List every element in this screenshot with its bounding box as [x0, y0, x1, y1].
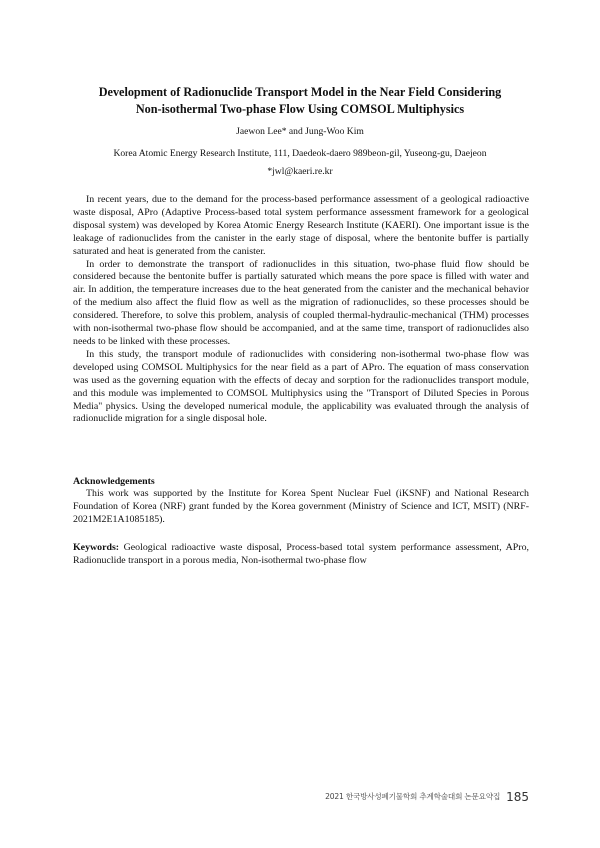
keywords-label: Keywords:: [73, 542, 120, 553]
keywords: [73, 542, 529, 568]
email: *jwl@kaeri.re.kr: [267, 166, 333, 177]
abstract-paragraph-1: In recent years, due to the demand for the process-based performance assessment of a geological radioactive waste disposal, APro (Adaptive Process-based total system performance assessment framework for a geological disposal system) was developed by Korea Atomic Energy Research Institute (KAERI). One important issue is the leakage of radionuclides from the canister in the early stage of disposal, where the bentonite buffer is partially saturated and heat is generated from the canister.: [73, 194, 529, 257]
paper-title: [60, 84, 540, 118]
abstract-paragraph-3: In this study, the transport module of radionuclides with considering non-isothermal two-phase flow was developed using COMSOL Multiphysics for the near field as a part of APro. The equation of mass conservation was used as the governing equation with the effects of decay and sorption for the radionuclides transport module, and this module was implemented to COMSOL Multiphysics using the "Transport of Diluted Species in Porous Media" physics. Using the developed numerical module, the applicability was evaluated through the analysis of radionuclide migration for a single disposal hole.: [73, 348, 529, 425]
abstract-body: [73, 194, 529, 426]
footer-conference: 2021 한국방사성폐기물학회 추계학술대회 논문요약집: [325, 792, 501, 801]
authors: Jaewon Lee* and Jung-Woo Kim: [236, 126, 364, 137]
page-number: 185: [506, 789, 529, 804]
affiliation: Korea Atomic Energy Research Institute, 111, Daedeok-daero 989beon-gil, Yuseong-gu, Daejeon: [113, 148, 487, 159]
acknowledgements-heading: Acknowledgements: [73, 476, 155, 487]
abstract-paragraph-2: In order to demonstrate the transport of radionuclides in this situation, two-phase fluid flow should be considered because the bentonite buffer is partially saturated which means the pore space is filled with water and air. In addition, the temperature increases due to the heat generated from the canister and the mechanical behavior of the medium also affect the fluid flow as well as the migration of radionuclides, so these processes should be considered. Therefore, to solve this problem, analysis of coupled thermal-hydraulic-mechanical (THM) processes with non-isothermal two-phase flow should be accompanied, and at the same time, transport of radionuclides also needs to be linked with these processes.: [73, 258, 529, 347]
title-line-2: Non-isothermal Two-phase Flow Using COMSOL Multiphysics: [135, 102, 465, 116]
title-line-1: Development of Radionuclide Transport Model in the Near Field Considering: [98, 85, 502, 99]
keywords-text: Geological radioactive waste disposal, Process-based total system performance assessment, APro, Radionuclide transport in a porous media, Non-isothermal two-phase flow: [73, 542, 529, 566]
page-footer: [325, 786, 529, 805]
acknowledgements-text: This work was supported by the Institute for Korea Spent Nuclear Fuel (iKSNF) and National Research Foundation of Korea (NRF) grant funded by the Korea government (Ministry of Science and ICT, MSIT) (NRF-2021M2E1A1085185).: [73, 488, 529, 525]
